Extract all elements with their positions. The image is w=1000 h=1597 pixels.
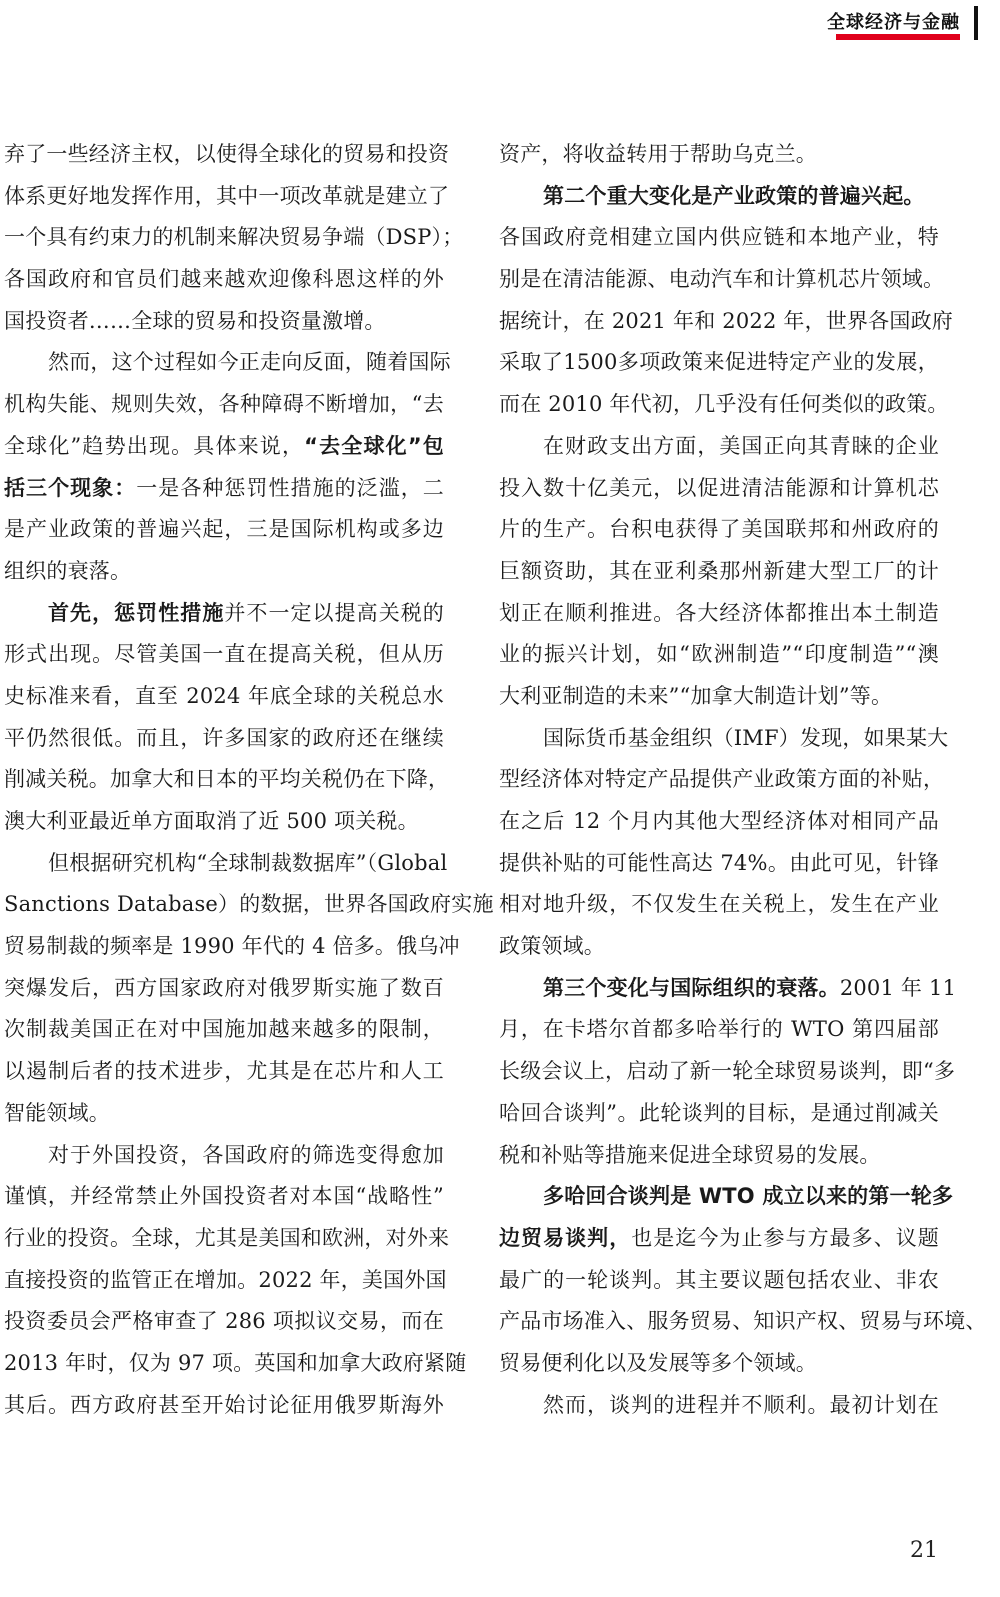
text-line: 提供补贴的可能性高达 74%。由此可见，针锋	[499, 850, 939, 875]
text-line: 政策领域。	[499, 934, 605, 959]
text-line: 贸易便利化以及发展等多个领域。	[499, 1350, 817, 1375]
right-column	[499, 134, 987, 1426]
text-line: 体系更好地发挥作用，其中一项改革就是建立了	[4, 183, 450, 208]
text-line: 片的生产。台积电获得了美国联邦和州政府的	[499, 517, 939, 542]
text-line: 谨慎，并经常禁止外国投资者对本国“战略性”	[4, 1184, 444, 1209]
text-line: 据统计，在 2021 年和 2022 年，世界各国政府	[499, 308, 953, 333]
text-line: 史标准来看，直至 2024 年底全球的关税总水	[4, 683, 444, 708]
text-line: 形式出现。尽管美国一直在提高关税，但从历	[4, 642, 444, 667]
left-column	[4, 134, 494, 1426]
text-line: 组织的衰落。	[4, 558, 132, 583]
text-line: 产品市场准入、服务贸易、知识产权、贸易与环境、	[499, 1309, 987, 1334]
text-line: 机构失能、规则失效，各种障碍不断增加，“去	[4, 392, 444, 417]
text-line: 智能领域。	[4, 1100, 110, 1125]
text-line: 巨额资助，其在亚利桑那州新建大型工厂的计	[499, 558, 939, 583]
text-line: 边贸易谈判，也是迄今为止参与方最多、议题	[499, 1225, 939, 1250]
text-line: 在财政支出方面，美国正向其青睐的企业	[543, 433, 939, 458]
text-line: 但根据研究机构“全球制裁数据库”（Global	[48, 850, 448, 875]
text-line: 第三个变化与国际组织的衰落。2001 年 11	[543, 975, 957, 1000]
text-line: 以遏制后者的技术进步，尤其是在芯片和人工	[4, 1059, 444, 1084]
text-line: 采取了1500多项政策来促进特定产业的发展，	[499, 350, 939, 375]
text-line: 2013 年时，仅为 97 项。英国和加拿大政府紧随	[4, 1350, 467, 1375]
text-line: 划正在顺利推进。各大经济体都推出本土制造	[499, 600, 939, 625]
text-line: 括三个现象：一是各种惩罚性措施的泛滥，二	[4, 475, 444, 500]
text-line: Sanctions Database）的数据，世界各国政府实施	[4, 892, 494, 917]
text-line: 削减关税。加拿大和日本的平均关税仍在下降，	[4, 767, 450, 792]
bold-text: 首先，惩罚性措施	[48, 600, 225, 625]
text-line: 然而，谈判的进程并不顺利。最初计划在	[543, 1392, 939, 1417]
text-line: 对于外国投资，各国政府的筛选变得愈加	[48, 1142, 444, 1167]
text-line: 澳大利亚最近单方面取消了近 500 项关税。	[4, 809, 419, 833]
text-line: 投资委员会严格审查了 286 项拟议交易，而在	[4, 1309, 444, 1334]
text-line: 业的振兴计划，如“欧洲制造”“印度制造”“澳	[499, 642, 939, 667]
text-line: 长级会议上，启动了新一轮全球贸易谈判，即“多	[499, 1059, 956, 1084]
text-line: 而在 2010 年代初，几乎没有任何类似的政策。	[499, 392, 949, 417]
text-line: 税和补贴等措施来促进全球贸易的发展。	[499, 1142, 881, 1167]
bold-text: 括三个现象：	[4, 475, 137, 500]
text-line: 弃了一些经济主权，以使得全球化的贸易和投资	[4, 142, 450, 166]
bold-text: 边贸易谈判，	[499, 1225, 632, 1250]
text-line: 在之后 12 个月内其他大型经济体对相同产品	[499, 809, 939, 833]
bold-text: 多哈回合谈判是 WTO 成立以来的第一轮多	[543, 1184, 954, 1209]
text-line: 资产，将收益转用于帮助乌克兰。	[499, 142, 817, 166]
text-line: 最广的一轮谈判。其主要议题包括农业、非农	[499, 1267, 939, 1292]
section-title: 全球经济与金融	[827, 12, 960, 33]
text-line: 次制裁美国正在对中国施加越来越多的限制，	[4, 1017, 444, 1042]
text-line: 行业的投资。全球，尤其是美国和欧洲，对外来	[4, 1225, 450, 1250]
text-line: 大利亚制造的未来”“加拿大制造计划”等。	[499, 683, 893, 708]
bold-text: 第二个重大变化是产业政策的普遍兴起。	[543, 183, 925, 208]
section-title-bar	[974, 6, 978, 40]
text-line: 是产业政策的普遍兴起，三是国际机构或多边	[4, 517, 444, 542]
text-line: 贸易制裁的频率是 1990 年代的 4 倍多。俄乌冲	[4, 934, 460, 959]
text-line: 相对地升级，不仅发生在关税上，发生在产业	[499, 892, 939, 917]
text-line: 全球化”趋势出现。具体来说，“去全球化”包	[4, 433, 444, 458]
text-line: 国际货币基金组织（IMF）发现，如果某大	[543, 725, 949, 750]
text-line: 一个具有约束力的机制来解决贸易争端（DSP）；	[4, 225, 464, 250]
text-line	[499, 176, 939, 218]
text-line: 国投资者……全球的贸易和投资量激增。	[4, 308, 386, 333]
text-line: 首先，惩罚性措施并不一定以提高关税的	[48, 600, 444, 625]
text-line: 别是在清洁能源、电动汽车和计算机芯片领域。	[499, 267, 945, 292]
text-line: 其后。西方政府甚至开始讨论征用俄罗斯海外	[4, 1392, 444, 1417]
text-line: 突爆发后，西方国家政府对俄罗斯实施了数百	[4, 975, 444, 1000]
text-line	[499, 1176, 954, 1218]
text-line: 各国政府竞相建立国内供应链和本地产业，特	[499, 225, 939, 250]
text-line: 各国政府和官员们越来越欢迎像科恩这样的外	[4, 267, 444, 292]
text-line: 平仍然很低。而且，许多国家的政府还在继续	[4, 725, 444, 750]
bold-text: “去全球化”包	[304, 433, 444, 458]
text-line: 投入数十亿美元，以促进清洁能源和计算机芯	[499, 475, 939, 500]
page-number: 21	[910, 1538, 938, 1563]
section-title-underline	[836, 34, 960, 40]
text-line: 月，在卡塔尔首都多哈举行的 WTO 第四届部	[499, 1017, 939, 1042]
text-line: 哈回合谈判”。此轮谈判的目标，是通过削减关	[499, 1100, 939, 1125]
text-line: 然而，这个过程如今正走向反面，随着国际	[48, 350, 451, 375]
bold-text: 第三个变化与国际组织的衰落。	[543, 975, 840, 1000]
text-line: 型经济体对特定产品提供产业政策方面的补贴，	[499, 767, 945, 792]
page-header	[0, 0, 1000, 60]
text-line: 直接投资的监管正在增加。2022 年，美国外国	[4, 1267, 447, 1292]
